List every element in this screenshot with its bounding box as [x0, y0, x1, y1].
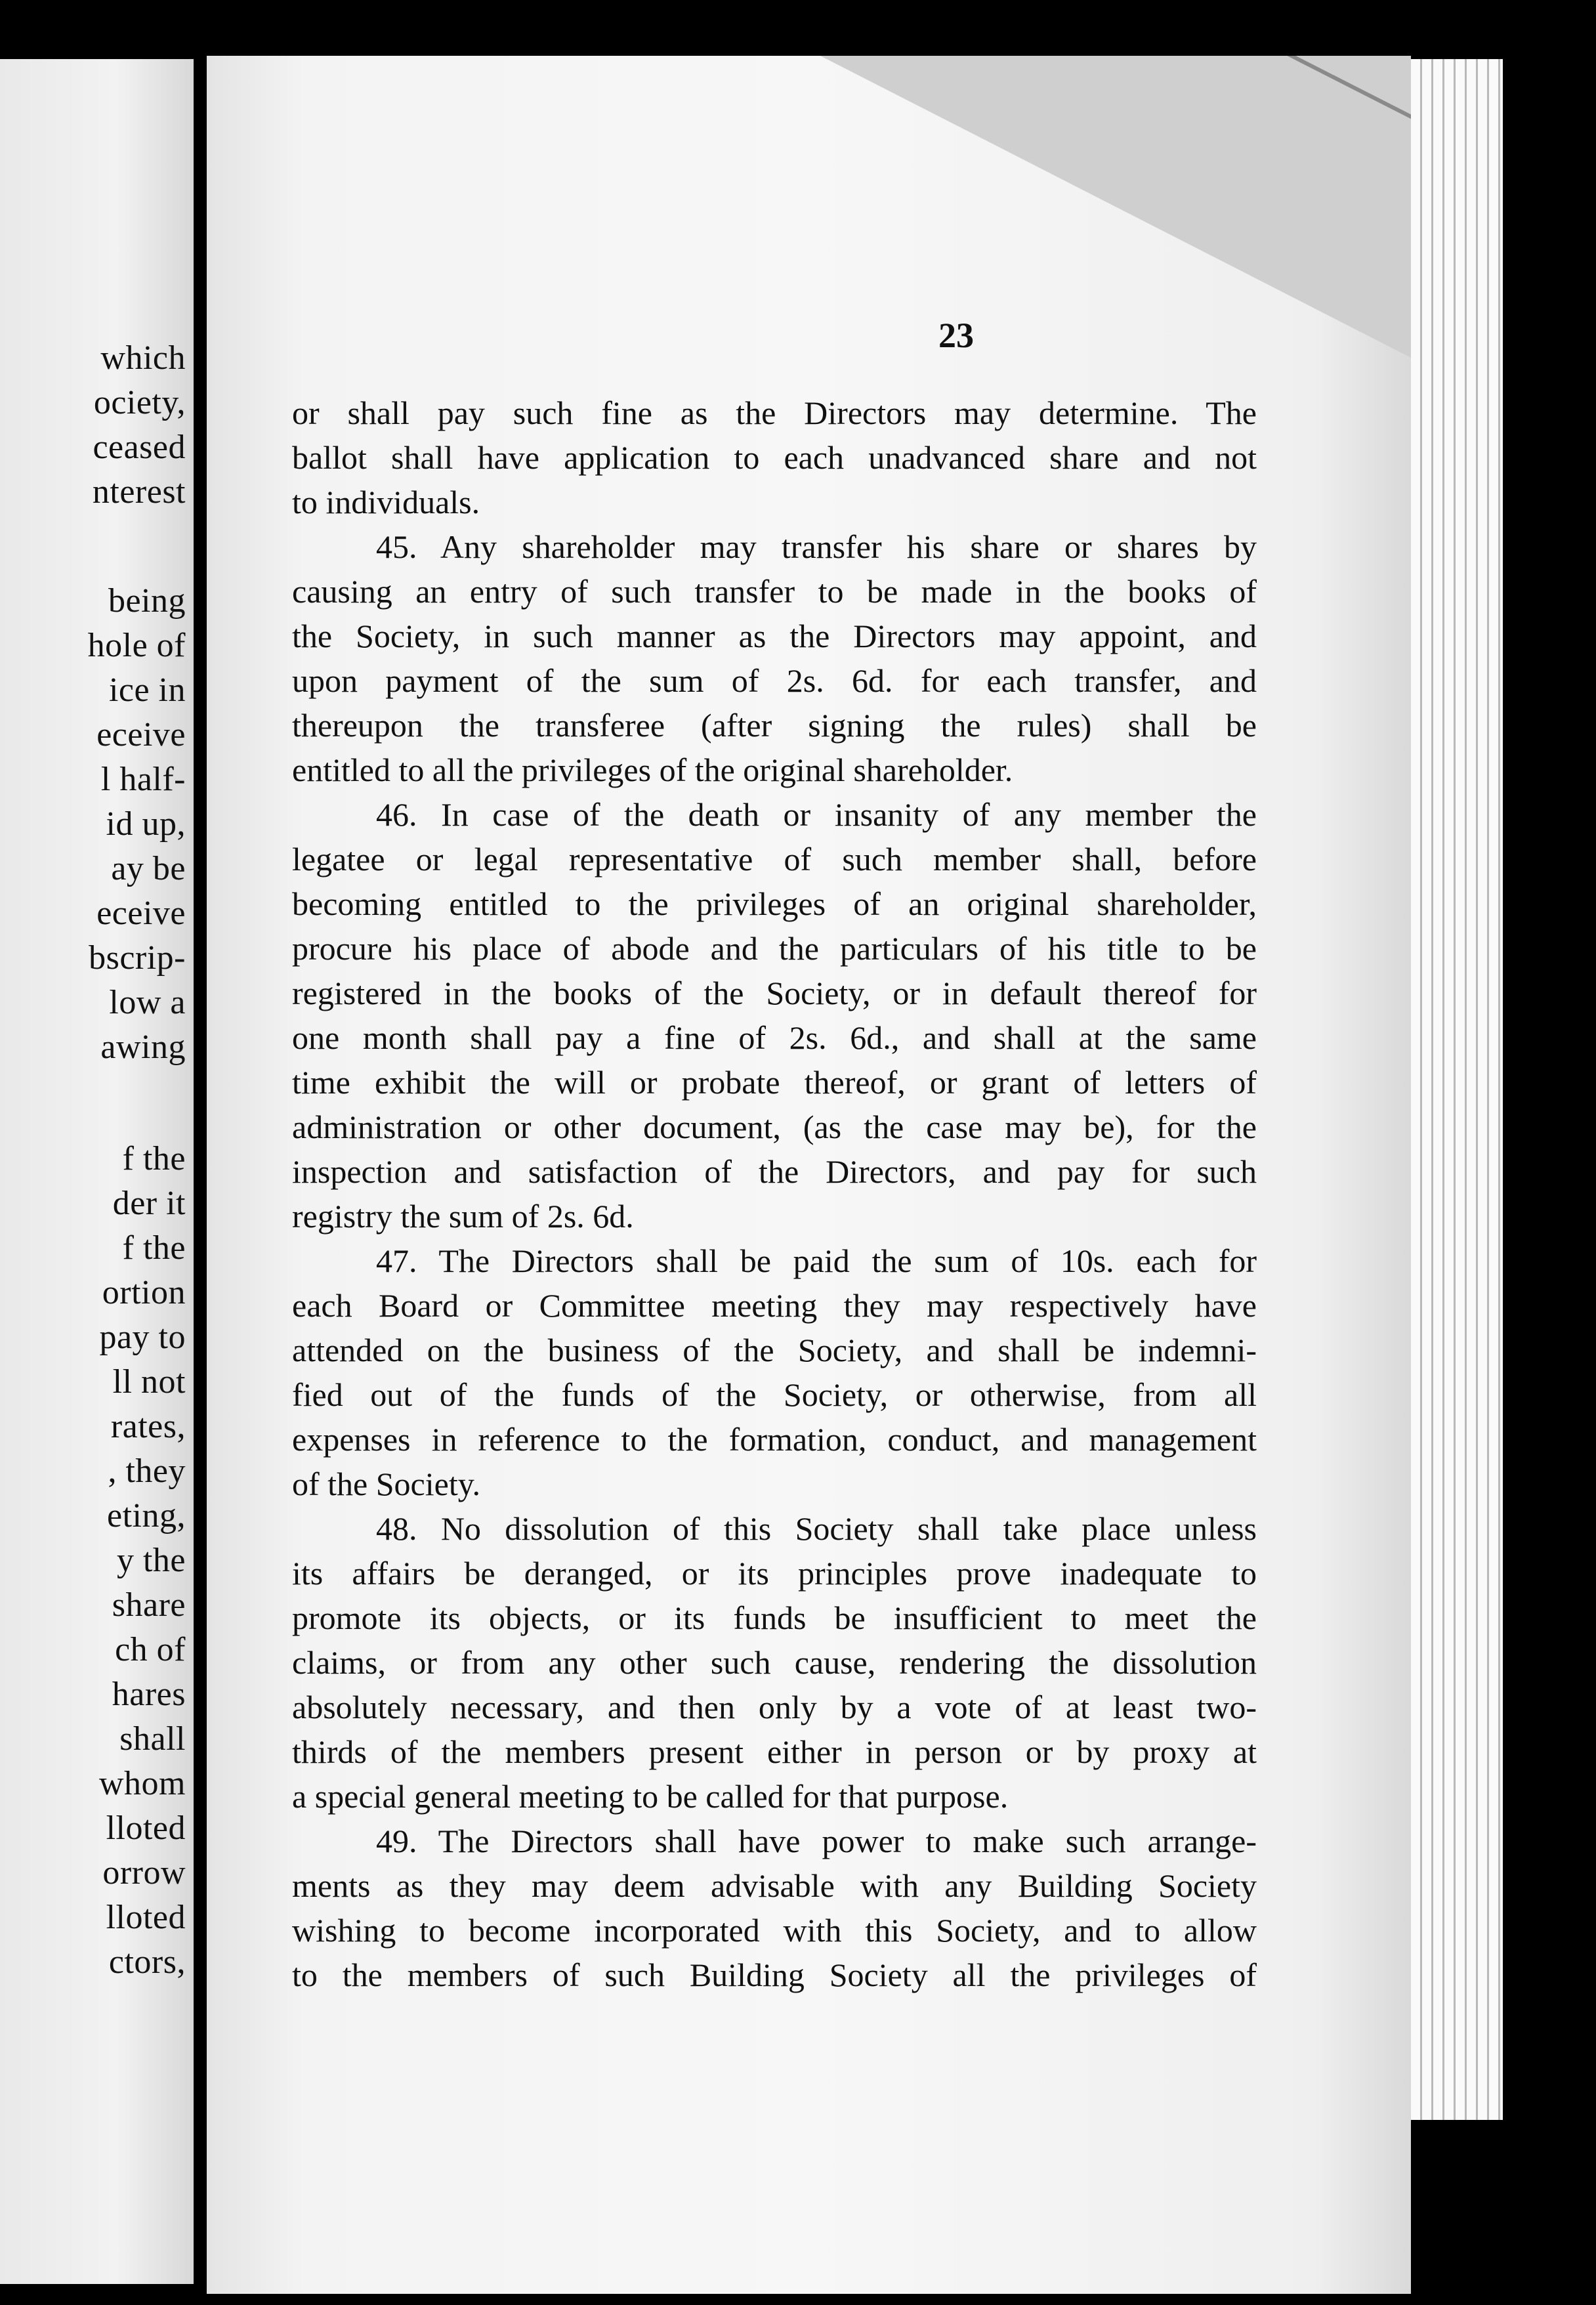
- left-page-fragment: ctors,: [108, 1943, 186, 1981]
- left-page-fragment: nterest: [92, 473, 186, 511]
- left-page-fragment: id up,: [106, 805, 186, 843]
- text-line: to the members of such Building Society all the privileges of: [292, 1956, 1257, 1993]
- text-line: administration or other document, (as the case may be), for the: [292, 1109, 1257, 1145]
- book-page: [207, 56, 1411, 2294]
- left-page-fragment: share: [112, 1586, 186, 1624]
- left-page-fragment: shall: [119, 1720, 186, 1758]
- text-line: absolutely necessary, and then only by a vote of at least two-: [292, 1689, 1257, 1725]
- left-page-fragment: lloted: [106, 1809, 186, 1847]
- text-line: attended on the business of the Society, and shall be indemni-: [292, 1332, 1257, 1368]
- text-line: each Board or Committee meeting they may respectively have: [292, 1287, 1257, 1324]
- left-page-fragment: f the: [122, 1229, 186, 1267]
- left-page-fragment: , they: [108, 1452, 186, 1490]
- paragraph-48-start: 48. No dissolution of this Society shall take place unless: [376, 1510, 1257, 1547]
- text-line: a special general meeting to be called for that purpose.: [292, 1778, 1009, 1815]
- left-page-fragment: ceased: [93, 429, 186, 466]
- text-line: fied out of the funds of the Society, or otherwise, from all: [292, 1376, 1257, 1413]
- text-line: ments as they may deem advisable with any Building Society: [292, 1867, 1257, 1904]
- text-line: to individuals.: [292, 484, 480, 520]
- left-page-fragment: ch of: [115, 1631, 186, 1668]
- left-page-fragment: pay to: [99, 1319, 186, 1356]
- folded-page-corner: [820, 56, 1411, 358]
- left-page-fragment: rates,: [110, 1408, 186, 1445]
- text-line: becoming entitled to the privileges of an original shareholder,: [292, 885, 1257, 922]
- left-page-fragment: ice in: [108, 671, 186, 709]
- paragraph-46-start: 46. In case of the death or insanity of any member the: [376, 796, 1257, 833]
- text-line: procure his place of abode and the particulars of his title to be: [292, 930, 1257, 967]
- left-page-fragment: hole of: [87, 627, 186, 664]
- text-line: ballot shall have application to each unadvanced share and not: [292, 439, 1257, 476]
- text-line: promote its objects, or its funds be insufficient to meet the: [292, 1599, 1257, 1636]
- paragraph-45-start: 45. Any shareholder may transfer his share or shares by: [376, 528, 1257, 565]
- text-line: thirds of the members present either in person or by proxy at: [292, 1733, 1257, 1770]
- left-page-fragment: ociety,: [93, 384, 186, 421]
- text-line: the Society, in such manner as the Directors may appoint, and: [292, 618, 1257, 654]
- text-line: or shall pay such fine as the Directors may determine. The: [292, 394, 1257, 431]
- text-line: claims, or from any other such cause, rendering the dissolution: [292, 1644, 1257, 1681]
- text-line: entitled to all the privileges of the original shareholder.: [292, 751, 1013, 788]
- left-page-fragment: f the: [122, 1140, 186, 1177]
- text-line: time exhibit the will or probate thereof, or grant of letters of: [292, 1064, 1257, 1101]
- text-line: expenses in reference to the formation, conduct, and management: [292, 1421, 1257, 1458]
- scan-background: [1503, 0, 1596, 2305]
- left-page-fragment: which: [100, 339, 186, 377]
- left-page-fragment: lloted: [106, 1899, 186, 1936]
- text-line: registered in the books of the Society, or in default thereof for: [292, 975, 1257, 1011]
- page-body: [292, 391, 1257, 1997]
- text-line: its affairs be deranged, or its principles prove inadequate to: [292, 1555, 1257, 1592]
- left-page-fragment: awing: [100, 1028, 186, 1066]
- left-page-fragment: l half-: [100, 761, 186, 798]
- left-page-fragment: eting,: [107, 1497, 186, 1534]
- page-edges-stack: [1411, 59, 1503, 2120]
- text-line: legatee or legal representative of such member shall, before: [292, 841, 1257, 878]
- left-page-fragment: bscrip-: [89, 939, 186, 977]
- text-line: registry the sum of 2s. 6d.: [292, 1198, 634, 1235]
- text-line: one month shall pay a fine of 2s. 6d., and shall at the same: [292, 1019, 1257, 1056]
- left-page-fragment: eceive: [96, 716, 186, 753]
- left-page-fragment: low a: [109, 984, 186, 1021]
- paragraph-47-start: 47. The Directors shall be paid the sum of 10s. each for: [376, 1242, 1257, 1279]
- left-page-fragment: ay be: [111, 850, 186, 887]
- text-line: inspection and satisfaction of the Directors, and pay for such: [292, 1153, 1257, 1190]
- page-number: 23: [938, 316, 974, 355]
- text-line: thereupon the transferee (after signing the rules) shall be: [292, 707, 1257, 744]
- text-line: wishing to become incorporated with this Society, and to allow: [292, 1912, 1257, 1949]
- left-page-fragment: ll not: [112, 1363, 186, 1401]
- left-page-fragment: orrow: [102, 1854, 186, 1892]
- text-line: causing an entry of such transfer to be made in the books of: [292, 573, 1257, 610]
- text-line: of the Society.: [292, 1466, 480, 1502]
- left-facing-page: [0, 59, 194, 2284]
- left-page-fragment: der it: [112, 1185, 186, 1222]
- left-page-fragment: y the: [116, 1542, 186, 1579]
- paragraph-49-start: 49. The Directors shall have power to make such arrange-: [376, 1823, 1257, 1859]
- text-line: upon payment of the sum of 2s. 6d. for each transfer, and: [292, 662, 1257, 699]
- left-page-fragment: hares: [112, 1676, 186, 1713]
- left-page-fragment: whom: [99, 1765, 186, 1802]
- book-gutter: [194, 0, 207, 2305]
- left-page-fragment: ortion: [102, 1274, 186, 1311]
- left-page-fragment: eceive: [96, 895, 186, 932]
- left-page-fragment: being: [108, 582, 186, 620]
